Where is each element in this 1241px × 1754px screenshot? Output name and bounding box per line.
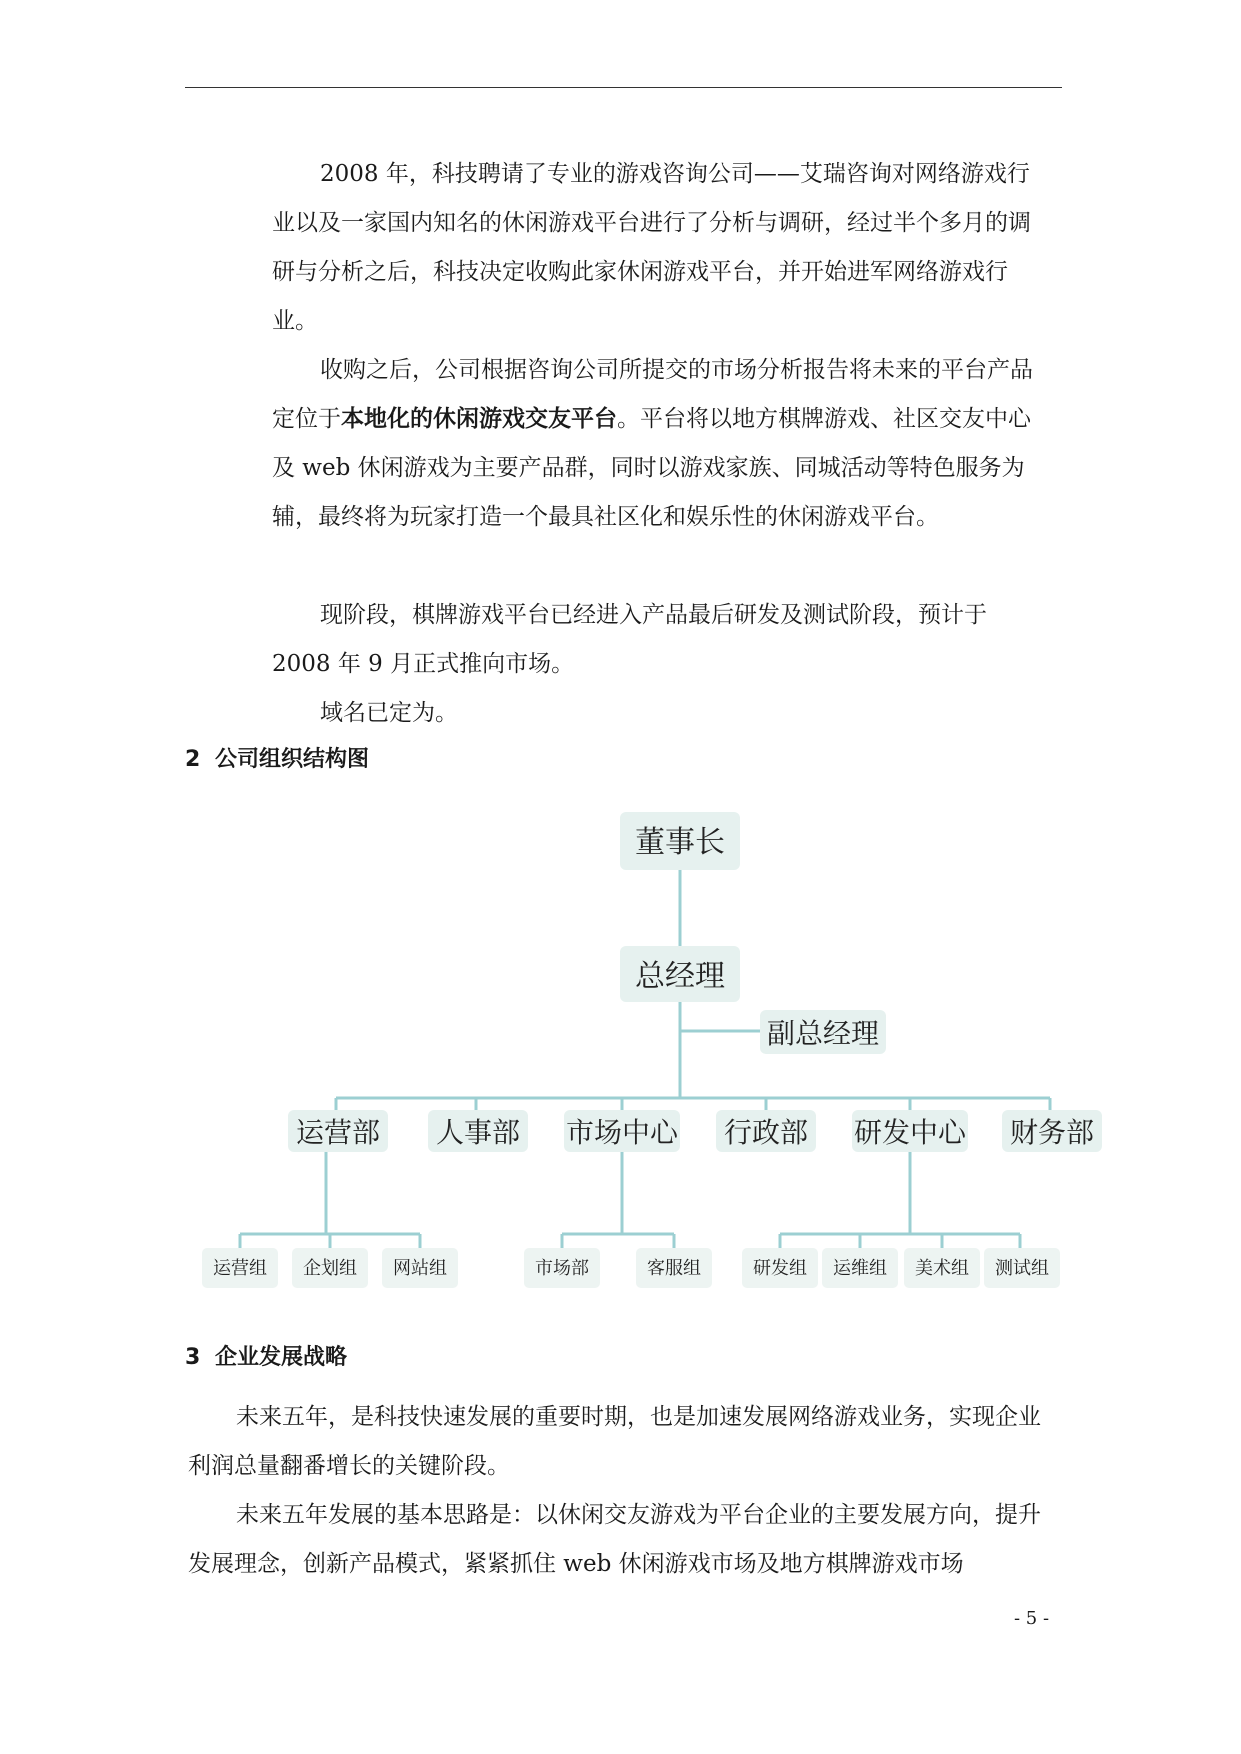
org-group-testing: 测试组 [995,1258,1049,1279]
positioning-highlight: 本地化的休闲游戏交友平台 [341,406,617,432]
org-group-customer-service: 客服组 [647,1258,701,1279]
org-dept-finance: 财务部 [1009,1116,1095,1149]
org-node-chairman [620,812,740,870]
org-market-groups [524,1248,712,1288]
section-2-number: 2 [185,747,201,772]
org-dept-hr: 人事部 [435,1116,521,1149]
strategy-paragraph-2: 未来五年发展的基本思路是：以休闲交友游戏为平台企业的主要发展方向，提升发展理念，创新产品模式，紧紧抓住 web 休闲游戏市场及地方棋牌游戏市场 [188,1502,1041,1577]
header-rule [185,87,1062,88]
org-node-deputy-manager [760,1010,886,1054]
org-chart-connectors [240,870,1050,1250]
section-2-heading [185,742,369,773]
page-number: - 5 - [1014,1608,1050,1629]
org-group-art: 美术组 [915,1258,969,1279]
strategy-paragraph-1: 未来五年，是科技快速发展的重要时期，也是加速发展网络游戏业务，实现企业利润总量翻番增长的关键阶段。 [188,1404,1041,1479]
org-rd-groups [742,1248,1060,1288]
org-group-operations: 运营组 [213,1258,267,1279]
section-2-title: 公司组织结构图 [215,747,370,772]
org-group-website: 网站组 [393,1258,447,1279]
intro-paragraph-2-text-b: 。平台将以地方棋牌游戏、社区交友中心及 web 休闲游戏为主要产品群，同时以游戏家族、同城活动等特色服务为辅，最终将为玩家打造一个最具社区化和娱乐性的休闲游戏平台。 [272,406,1031,530]
org-group-planning: 企划组 [303,1258,357,1279]
intro-paragraph-2 [272,346,1052,542]
intro-paragraph-1: 2008 年，科技聘请了专业的游戏咨询公司——艾瑞咨询对网络游戏行业以及一家国内知名的休闲游戏平台进行了分析与调研，经过半个多月的调研与分析之后，科技决定收购此家休闲游戏平台，并开始进军网络游戏行业。 [272,161,1031,334]
org-group-market: 市场部 [535,1258,589,1279]
org-node-general-manager-label: 总经理 [635,959,725,994]
section-3-title: 企业发展战略 [215,1345,348,1370]
org-ops-groups [202,1248,458,1288]
org-dept-administration: 行政部 [723,1116,809,1149]
org-group-maintenance: 运维组 [833,1258,887,1279]
intro-paragraph-3: 现阶段，棋牌游戏平台已经进入产品最后研发及测试阶段，预计于 2008 年 9 月正式推向市场。 [272,602,987,677]
org-departments [288,1110,1102,1152]
org-node-general-manager [620,946,740,1002]
intro-paragraph-4: 域名已定为。 [320,700,458,726]
org-chart [0,800,1241,1310]
intro-paragraph-2-text-a: 收购之后，公司根据咨询公司所提交的市场分析报告将未来的平台产品定位于 [272,357,1033,432]
org-group-development: 研发组 [753,1258,807,1279]
org-dept-rd-center: 研发中心 [853,1116,967,1149]
section-3-number: 3 [185,1345,201,1370]
section-3-heading [185,1340,347,1371]
org-node-chairman-label: 董事长 [635,825,725,860]
org-node-deputy-manager-label: 副总经理 [766,1017,880,1050]
org-dept-marketing-center: 市场中心 [565,1116,679,1149]
org-dept-operations: 运营部 [295,1116,381,1149]
